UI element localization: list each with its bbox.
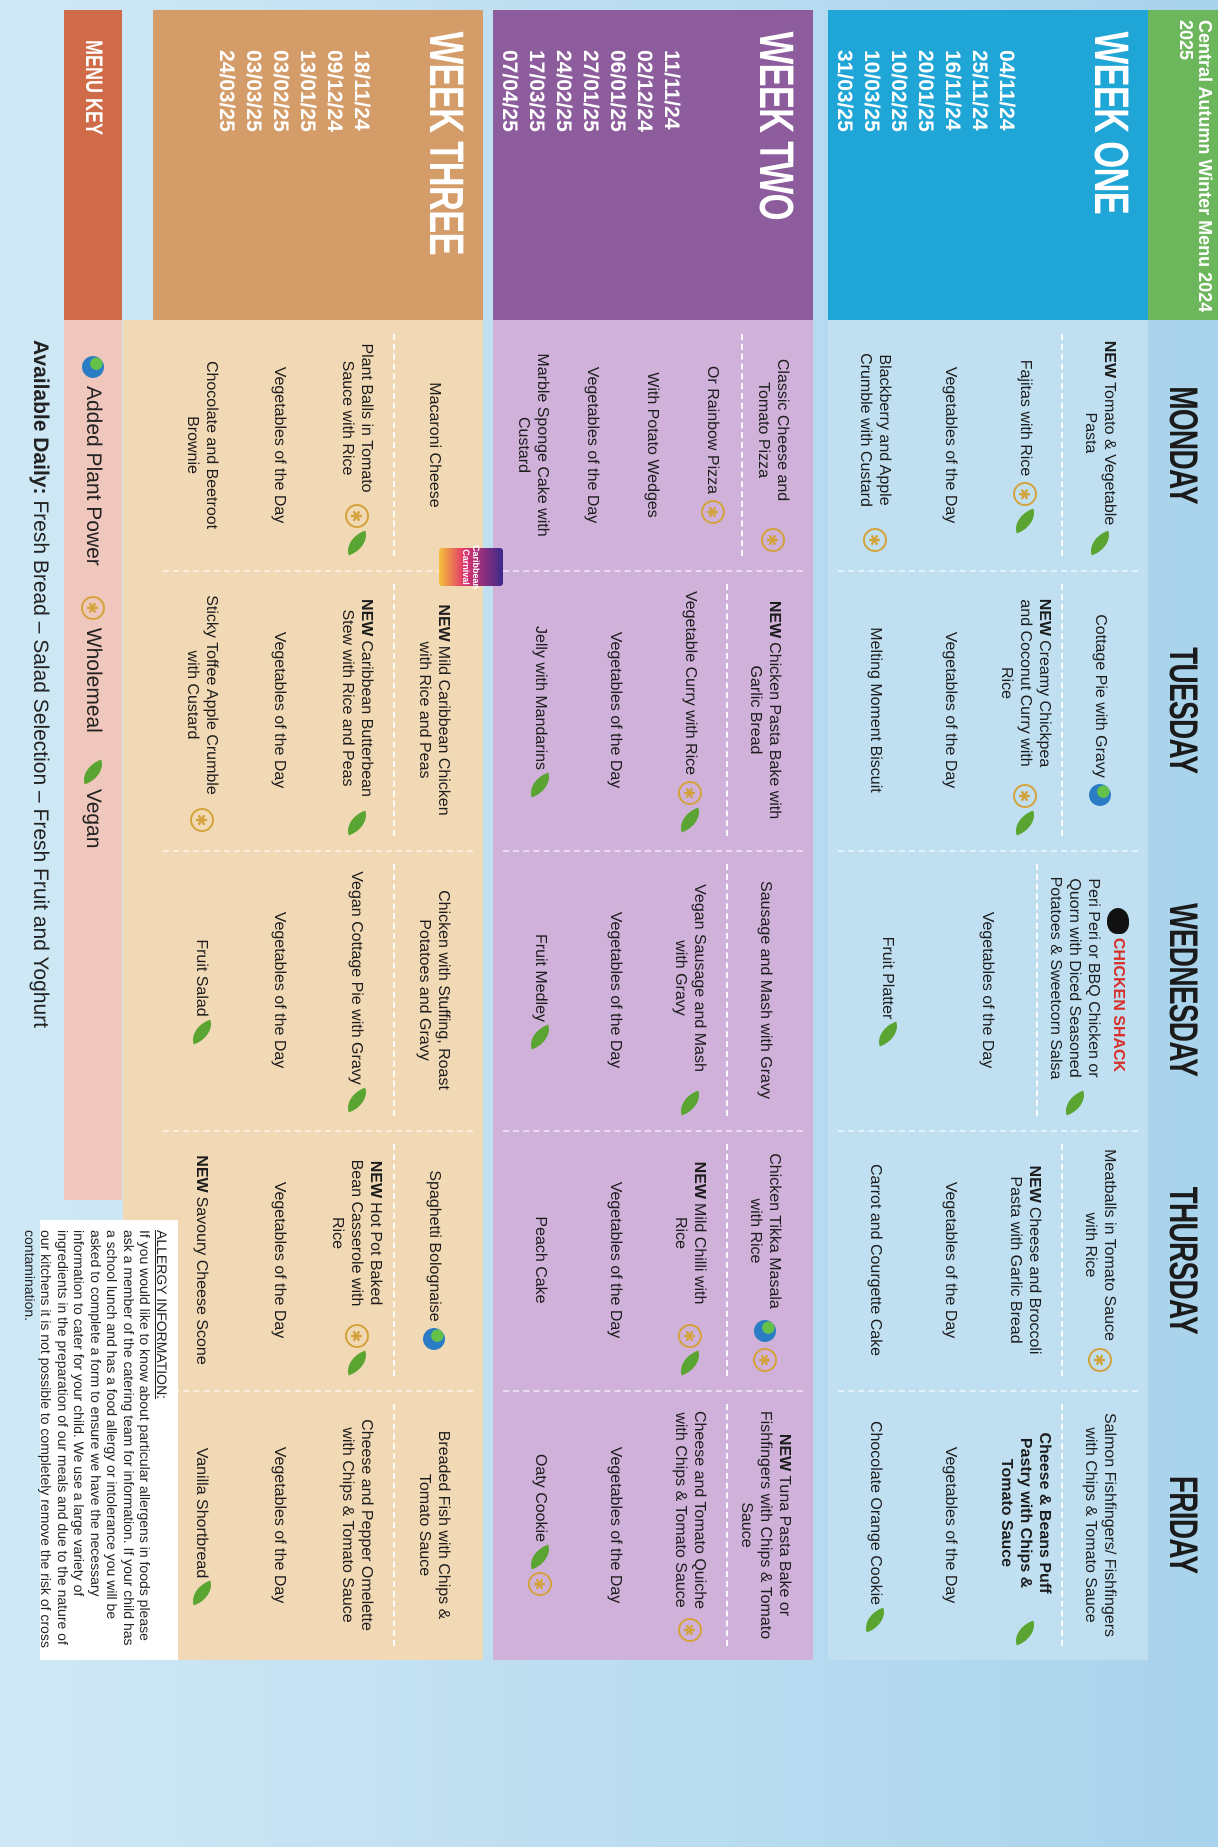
day-header-wednesday: WEDNESDAY (1161, 903, 1206, 1077)
menu-item (163, 850, 241, 1130)
week-date: 11/11/24 (660, 50, 683, 130)
allergy-title: ALLERGY INFORMATION: (154, 1230, 170, 1400)
globe-icon (1090, 784, 1112, 806)
week-dates (213, 10, 415, 320)
menu-item-text: Tuna Pasta Bake or Fishfingers with Chips & Tomato Sauce (738, 1410, 793, 1640)
menu-item-text: Cottage Pie with Gravy (1092, 614, 1109, 778)
day-column-tuesday (153, 545, 483, 850)
new-badge: NEW (1026, 1165, 1044, 1203)
menu-item (396, 545, 481, 850)
wheat-icon: ✱ (701, 500, 725, 524)
week-label: WEEK THREE (419, 31, 472, 255)
wheat-icon: ✱ (679, 781, 703, 805)
menu-title: Central Autumn Winter Menu 2024 2025 (1176, 20, 1215, 313)
menu-item-text: Creamy Chickpea and Coconut Curry with Rice (998, 599, 1053, 768)
day-column-friday (153, 1390, 483, 1660)
wheat-icon: ✱ (754, 1348, 778, 1372)
wheat-icon: ✱ (345, 1324, 369, 1348)
chicken-icon (1108, 908, 1130, 934)
menu-item-text: Blackberry and Apple Crumble with Custard (857, 353, 894, 507)
row-divider (394, 1404, 396, 1646)
new-badge: NEW (435, 604, 453, 642)
new-badge: NEW (357, 599, 375, 637)
wheat-icon: ✱ (190, 808, 214, 832)
menu-item-text: Meatballs in Tomato Sauce with Rice (1082, 1149, 1119, 1341)
menu-item-text: Vegan Sausage and Mash with Gravy (672, 884, 709, 1072)
row-divider (741, 334, 743, 556)
menu-item-text: Cheese and Pepper Omelette with Chips & Tomato Sauce (338, 1419, 375, 1631)
leaf-icon (187, 1019, 216, 1044)
leaf-icon (676, 1350, 705, 1375)
week-menu-panel (828, 320, 1148, 1660)
menu-item (578, 1130, 653, 1390)
menu-item (1038, 850, 1138, 1130)
menu-item (578, 850, 653, 1130)
menu-item (241, 850, 319, 1130)
leaf-icon (676, 807, 705, 832)
row-divider (1061, 1404, 1063, 1646)
menu-item (623, 320, 683, 570)
day-header-thursday: THURSDAY (1161, 1186, 1206, 1334)
week-date: 24/02/25 (552, 50, 575, 132)
menu-item (728, 1130, 803, 1390)
leaf-icon (526, 772, 555, 797)
new-badge: NEW (1101, 340, 1119, 379)
menu-item (1063, 320, 1138, 570)
menu-item-text: Vegan Cottage Pie with Gravy (348, 871, 366, 1085)
menu-item-text: Oaty Cookie (532, 1453, 549, 1543)
leaf-icon (342, 810, 371, 835)
menu-item (653, 1130, 728, 1390)
key-wholemeal: ✱ Wholemeal (81, 590, 105, 733)
chicken-shack-text: CHICKEN SHACK (1110, 937, 1127, 1073)
menu-item (838, 850, 938, 1130)
week-date: 13/01/25 (296, 50, 319, 132)
week-date: 16/11/24 (941, 50, 964, 131)
globe-icon (423, 1328, 445, 1350)
menu-item (318, 850, 396, 1130)
menu-item (653, 850, 728, 1130)
day-header-friday: FRIDAY (1161, 1476, 1206, 1574)
menu-key-bar (64, 320, 122, 1200)
wheat-icon: ✱ (1014, 482, 1038, 506)
menu-item (938, 850, 1038, 1130)
menu-item (838, 1390, 913, 1660)
menu-item (241, 570, 319, 850)
menu-item (163, 570, 241, 850)
leaf-icon (342, 530, 371, 555)
day-column-thursday (153, 1130, 483, 1390)
allergy-text: If you would like to know about particular allergens in foods please ask a member of the catering team for information. If your child has a school lunch and has a food allergy or intolerance you will be asked to complete a form to ensure we have the necessary information to cater for your child. We use a large variety of ingredients in the preparation of our meals and due to the nature of our kitchens it is not possible to completely remove the risk of cross contamination. (22, 1230, 154, 1648)
row-divider (1061, 1144, 1063, 1376)
menu-item (503, 1390, 578, 1660)
key-vegan: Vegan (81, 757, 105, 849)
week-date: 03/02/25 (269, 50, 292, 132)
menu-item-text: Carrot and Courgette Cake (867, 1163, 884, 1357)
menu-item (503, 850, 578, 1130)
menu-item-text: Sticky Toffee Apple Crumble with Custard (183, 595, 220, 795)
new-badge: NEW (367, 1160, 385, 1199)
menu-item-text: Vegetables of the Day (942, 1181, 959, 1339)
menu-item-text: Fajitas with Rice (1017, 359, 1034, 477)
menu-item-text: Cheese & Beans Puff Pastry with Chips & Tomato Sauce (998, 1432, 1053, 1594)
globe-icon (755, 1320, 777, 1342)
menu-item-text: Vegetables of the Day (607, 631, 624, 789)
menu-item (318, 570, 396, 850)
row-divider (1061, 584, 1063, 836)
menu-item-text: Fruit Medley (532, 933, 549, 1023)
menu-item-text: Plant Balls in Tomato Sauce with Rice (338, 343, 375, 493)
key-plant-power: Added Plant Power (81, 350, 105, 566)
menu-item (318, 1130, 396, 1390)
menu-item (563, 320, 623, 570)
menu-item-text: Mild Caribbean Chicken with Rice and Peas (416, 641, 453, 816)
menu-item-text: Cheese and Broccoli Pasta with Garlic Bread (1007, 1176, 1044, 1355)
row-divider (394, 584, 396, 836)
menu-item-text: Fruit Platter (879, 936, 897, 1020)
menu-item (838, 320, 913, 570)
menu-item (913, 570, 988, 850)
wheat-icon: ✱ (529, 1572, 553, 1596)
menu-item-text: Macaroni Cheese (425, 382, 443, 508)
week-dates (496, 10, 745, 320)
menu-item (318, 320, 396, 570)
menu-item (503, 1130, 578, 1390)
menu-item-text: Vegetables of the Day (942, 366, 959, 524)
week-date: 07/04/25 (498, 50, 521, 132)
menu-item (913, 1390, 988, 1660)
week-date: 20/01/25 (914, 50, 937, 132)
menu-item (913, 1130, 988, 1390)
menu-item (503, 320, 563, 570)
title-block (1148, 10, 1218, 320)
menu-item-text: Vegetable Curry with Rice (682, 590, 699, 776)
week-dates (831, 10, 1080, 320)
day-column-tuesday (493, 570, 813, 850)
leaf-icon (526, 1024, 555, 1049)
day-column-monday (153, 320, 483, 570)
menu-item-text: Or Rainbow Pizza (704, 365, 722, 495)
wheat-icon: ✱ (345, 504, 369, 528)
day-column-thursday (828, 1130, 1148, 1390)
day-header-tuesday: TUESDAY (1161, 646, 1206, 774)
week-date: 06/01/25 (606, 50, 629, 132)
day-column-friday (493, 1390, 813, 1660)
leaf-icon (1086, 530, 1115, 555)
menu-item-text: Vegetables of the Day (270, 911, 288, 1069)
menu-item-text: Cheese and Tomato Quiche with Chips & Tomato Sauce (672, 1410, 709, 1610)
day-column-monday (493, 320, 813, 570)
leaf-icon (676, 1090, 705, 1115)
menu-item-text: Savoury Cheese Scone (193, 1196, 211, 1365)
caribbean-carnival-badge: Caribbean Carnival (439, 548, 503, 586)
menu-item (241, 1390, 319, 1660)
week-label: WEEK TWO (749, 31, 802, 220)
new-badge: NEW (776, 1433, 793, 1472)
week-date: 17/03/25 (525, 50, 548, 132)
menu-item-text: Sausage and Mash with Gravy (757, 881, 774, 1099)
menu-item (241, 320, 319, 570)
week-header (493, 10, 813, 320)
menu-item (396, 850, 474, 1130)
wheat-icon: ✱ (761, 528, 785, 552)
menu-item-text: Peri Peri or BBQ Chicken or Quorn with Diced Seasoned Potatoes & Sweetcorn Salsa (1047, 876, 1103, 1080)
menu-item-text: Jelly with Mandarins (532, 625, 549, 771)
menu-item-text: Hot Pot Baked Bean Casserole with Rice (329, 1159, 385, 1307)
menu-item (728, 850, 803, 1130)
row-divider (1061, 334, 1063, 556)
row-divider (726, 1404, 728, 1646)
menu-item-text: Chocolate and Beetroot Brownie (183, 360, 220, 530)
menu-item (838, 570, 913, 850)
week-date: 27/01/25 (579, 50, 602, 132)
row-divider (726, 584, 728, 836)
menu-item-text: Vegetables of the Day (270, 366, 288, 524)
new-badge: NEW (193, 1155, 211, 1193)
wheat-icon: ✱ (81, 596, 105, 620)
menu-item (728, 1390, 803, 1660)
leaf-icon (1061, 1090, 1090, 1115)
week-date: 03/03/25 (242, 50, 265, 132)
available-daily: Available Daily: Fresh Bread – Salad Selection – Fresh Fruit and Yoghurt (29, 340, 52, 1028)
menu-item (1063, 1130, 1138, 1390)
menu-item-text: Vegetables of the Day (270, 631, 288, 789)
menu-item-text: Marble Sponge Cake with Custard (515, 353, 551, 537)
leaf-icon (874, 1022, 903, 1047)
menu-item-text: Vanilla Shortbread (193, 1447, 211, 1579)
menu-item-text: Chicken with Stuffing, Roast Potatoes and Gravy (416, 890, 453, 1090)
week-header (828, 10, 1148, 320)
menu-item (653, 1390, 728, 1660)
menu-item (683, 320, 743, 570)
menu-item-text: Vegetables of the Day (607, 911, 624, 1069)
menu-key-label: MENU KEY (64, 10, 122, 320)
menu-item (1063, 1390, 1138, 1660)
new-badge: NEW (691, 1161, 709, 1199)
menu-item-text: Fruit Salad (193, 939, 211, 1017)
row-divider (394, 1144, 396, 1376)
menu-item-text: With Potato Wedges (644, 372, 662, 518)
menu-item (988, 1390, 1063, 1660)
menu-item-text: Caribbean Butterbean Stew with Rice and Peas (338, 609, 375, 797)
day-header-monday: MONDAY (1161, 386, 1206, 504)
menu-item (241, 1130, 319, 1390)
week-date: 24/03/25 (215, 50, 238, 132)
menu-item (653, 570, 728, 850)
wheat-icon: ✱ (1014, 784, 1038, 808)
menu-item-text: Vegetables of the Day (942, 631, 959, 789)
leaf-icon (526, 1544, 555, 1569)
day-column-wednesday (493, 850, 813, 1130)
row-divider (726, 864, 728, 1116)
menu-item (728, 570, 803, 850)
menu-item (578, 570, 653, 850)
menu-item-text: Vegetables of the Day (270, 1181, 288, 1339)
menu-item-text: Chocolate Orange Cookie (867, 1420, 884, 1606)
leaf-icon (1011, 810, 1040, 835)
row-divider (394, 864, 396, 1116)
row-divider (1036, 864, 1038, 1116)
wheat-icon: ✱ (679, 1324, 703, 1348)
menu-item-text: Classic Cheese and Tomato Pizza (755, 358, 791, 502)
leaf-icon (1011, 509, 1040, 534)
leaf-icon (79, 759, 108, 784)
week-date: 10/03/25 (860, 50, 883, 132)
menu-item (503, 570, 578, 850)
menu-item-text: Vegetables of the Day (979, 911, 997, 1069)
menu-item (396, 320, 474, 570)
new-badge: NEW (1036, 598, 1053, 637)
menu-item (396, 1390, 474, 1660)
leaf-icon (1011, 1620, 1040, 1645)
menu-item-text: Chicken Pasta Bake with Garlic Bread (747, 642, 784, 820)
new-badge: NEW (766, 600, 784, 639)
menu-item (838, 1130, 913, 1390)
menu-item-text: Spaghetti Bolognaise (425, 1170, 443, 1322)
menu-item-text: Salmon Fishfingers/ Fishfingers with Chips & Tomato Sauce (1082, 1412, 1119, 1638)
menu-item-text: Melting Moment Biscuit (867, 627, 884, 793)
menu-item-text: Peach Cake (532, 1216, 549, 1304)
menu-item (988, 320, 1063, 570)
week-header (153, 10, 483, 320)
menu-item (988, 570, 1063, 850)
row-divider (394, 334, 396, 556)
leaf-icon (861, 1607, 890, 1632)
day-column-tuesday (828, 570, 1148, 850)
menu-item (743, 320, 803, 570)
menu-item-text: Vegetables of the Day (270, 1446, 288, 1604)
globe-icon (82, 356, 104, 378)
week-date: 02/12/24 (633, 50, 656, 132)
menu-item-text: Vegetables of the Day (942, 1446, 959, 1604)
chicken-shack-logo (1108, 908, 1130, 1072)
menu-item-text: Vegetables of the Day (584, 366, 602, 524)
week-label: WEEK ONE (1084, 31, 1137, 215)
week-menu-panel (493, 320, 813, 1660)
allergy-information (22, 1220, 178, 1660)
menu-item (318, 1390, 396, 1660)
week-date: 18/11/24 (350, 50, 373, 131)
menu-item-text: Mild Chilli with Rice (672, 1202, 709, 1305)
week-date: 25/11/24 (968, 50, 991, 131)
menu-item (163, 320, 241, 570)
menu-item-text: Tomato & Vegetable Pasta (1082, 382, 1119, 526)
menu-item-text: Vegetables of the Day (607, 1446, 624, 1604)
leaf-icon (187, 1581, 216, 1606)
menu-item-text: Vegetables of the Day (607, 1181, 624, 1339)
day-column-wednesday (153, 850, 483, 1130)
row-divider (726, 1144, 728, 1376)
menu-item (578, 1390, 653, 1660)
week-date: 31/03/25 (833, 50, 856, 132)
week-date: 04/11/24 (995, 50, 1018, 131)
menu-item (913, 320, 988, 570)
wheat-icon: ✱ (679, 1618, 703, 1642)
menu-item-text: Chicken Tikka Masala with Rice (747, 1153, 784, 1309)
menu-item (396, 1130, 474, 1390)
leaf-icon (342, 1350, 371, 1375)
wheat-icon: ✱ (1089, 1348, 1113, 1372)
day-column-friday (828, 1390, 1148, 1660)
menu-item-text: Breaded Fish with Chips & Tomato Sauce (416, 1430, 453, 1620)
day-column-wednesday (828, 850, 1148, 1130)
wheat-icon: ✱ (864, 528, 888, 552)
week-date: 09/12/24 (323, 50, 346, 132)
menu-item (1063, 570, 1138, 850)
day-column-thursday (493, 1130, 813, 1390)
day-column-monday (828, 320, 1148, 570)
menu-item (988, 1130, 1063, 1390)
week-date: 10/02/25 (887, 50, 910, 132)
leaf-icon (342, 1087, 371, 1112)
